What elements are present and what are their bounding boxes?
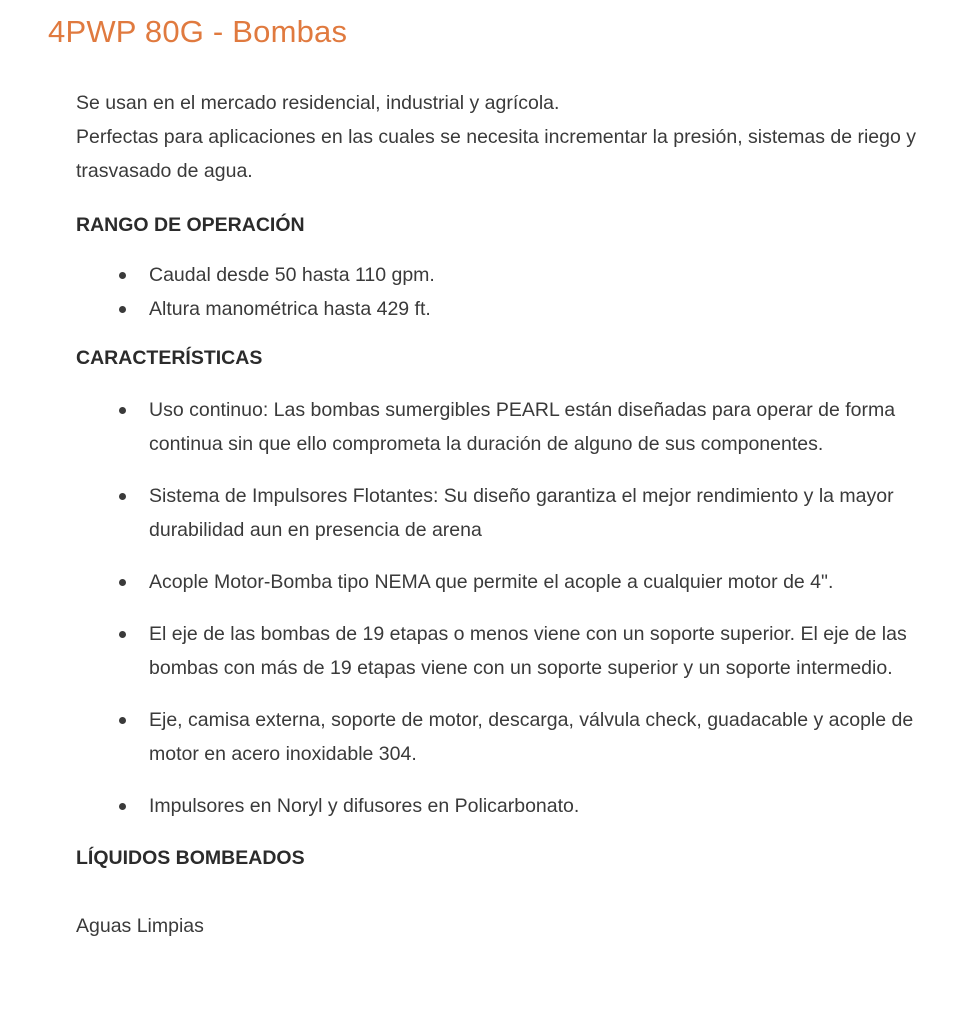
list-item-text: Acople Motor-Bomba tipo NEMA que permite el acople a cualquier motor de 4".: [149, 571, 834, 593]
list-item: [76, 258, 926, 292]
section-heading-caracteristicas: CARACTERÍSTICAS: [76, 347, 263, 369]
bullet-icon: [119, 493, 126, 500]
list-item-text: Impulsores en Noryl y difusores en Policarbonato.: [149, 795, 580, 817]
list-item: [76, 789, 926, 823]
bullet-icon: [119, 579, 126, 586]
intro-line-markets: Se usan en el mercado residencial, industrial y agrícola.: [76, 92, 560, 114]
list-item-text: Eje, camisa externa, soporte de motor, descarga, válvula check, guadacable y acople de motor en acero inoxidable 304.: [149, 709, 914, 765]
list-item: [76, 617, 926, 685]
page-title: 4PWP 80G - Bombas: [48, 14, 348, 49]
list-item-text: El eje de las bombas de 19 etapas o menos viene con un soporte superior. El eje de las bombas con más de 19 etapas viene con un soporte superior y un soporte intermedio.: [149, 623, 907, 679]
bullet-icon: [119, 717, 126, 724]
bullet-icon: [119, 272, 126, 279]
intro-paragraph: [76, 86, 926, 188]
intro-line-applications: Perfectas para aplicaciones en las cuales se necesita incrementar la presión, sistemas de riego y trasvasado de agua.: [76, 126, 917, 182]
list-item-text: Sistema de Impulsores Flotantes: Su diseño garantiza el mejor rendimiento y la mayor durabilidad aun en presencia de arena: [149, 485, 894, 541]
list-item-text: Altura manométrica hasta 429 ft.: [149, 298, 431, 320]
liquidos-value: Aguas Limpias: [76, 915, 204, 937]
bullet-icon: [119, 631, 126, 638]
list-item: [76, 393, 926, 461]
bullet-icon: [119, 803, 126, 810]
section-heading-rango: RANGO DE OPERACIÓN: [76, 214, 305, 236]
list-item: [76, 703, 926, 771]
list-item-text: Uso continuo: Las bombas sumergibles PEARL están diseñadas para operar de forma continua sin que ello comprometa la duración de alguno de sus componentes.: [149, 399, 896, 455]
list-item: [76, 479, 926, 547]
section-heading-liquidos: LÍQUIDOS BOMBEADOS: [76, 847, 305, 869]
product-description: [76, 86, 926, 943]
bullet-icon: [119, 407, 126, 414]
list-item-text: Caudal desde 50 hasta 110 gpm.: [149, 264, 435, 286]
caracteristicas-list: [76, 393, 926, 823]
list-item: [76, 565, 926, 599]
bullet-icon: [119, 306, 126, 313]
list-item: [76, 292, 926, 326]
rango-list: [76, 258, 926, 326]
